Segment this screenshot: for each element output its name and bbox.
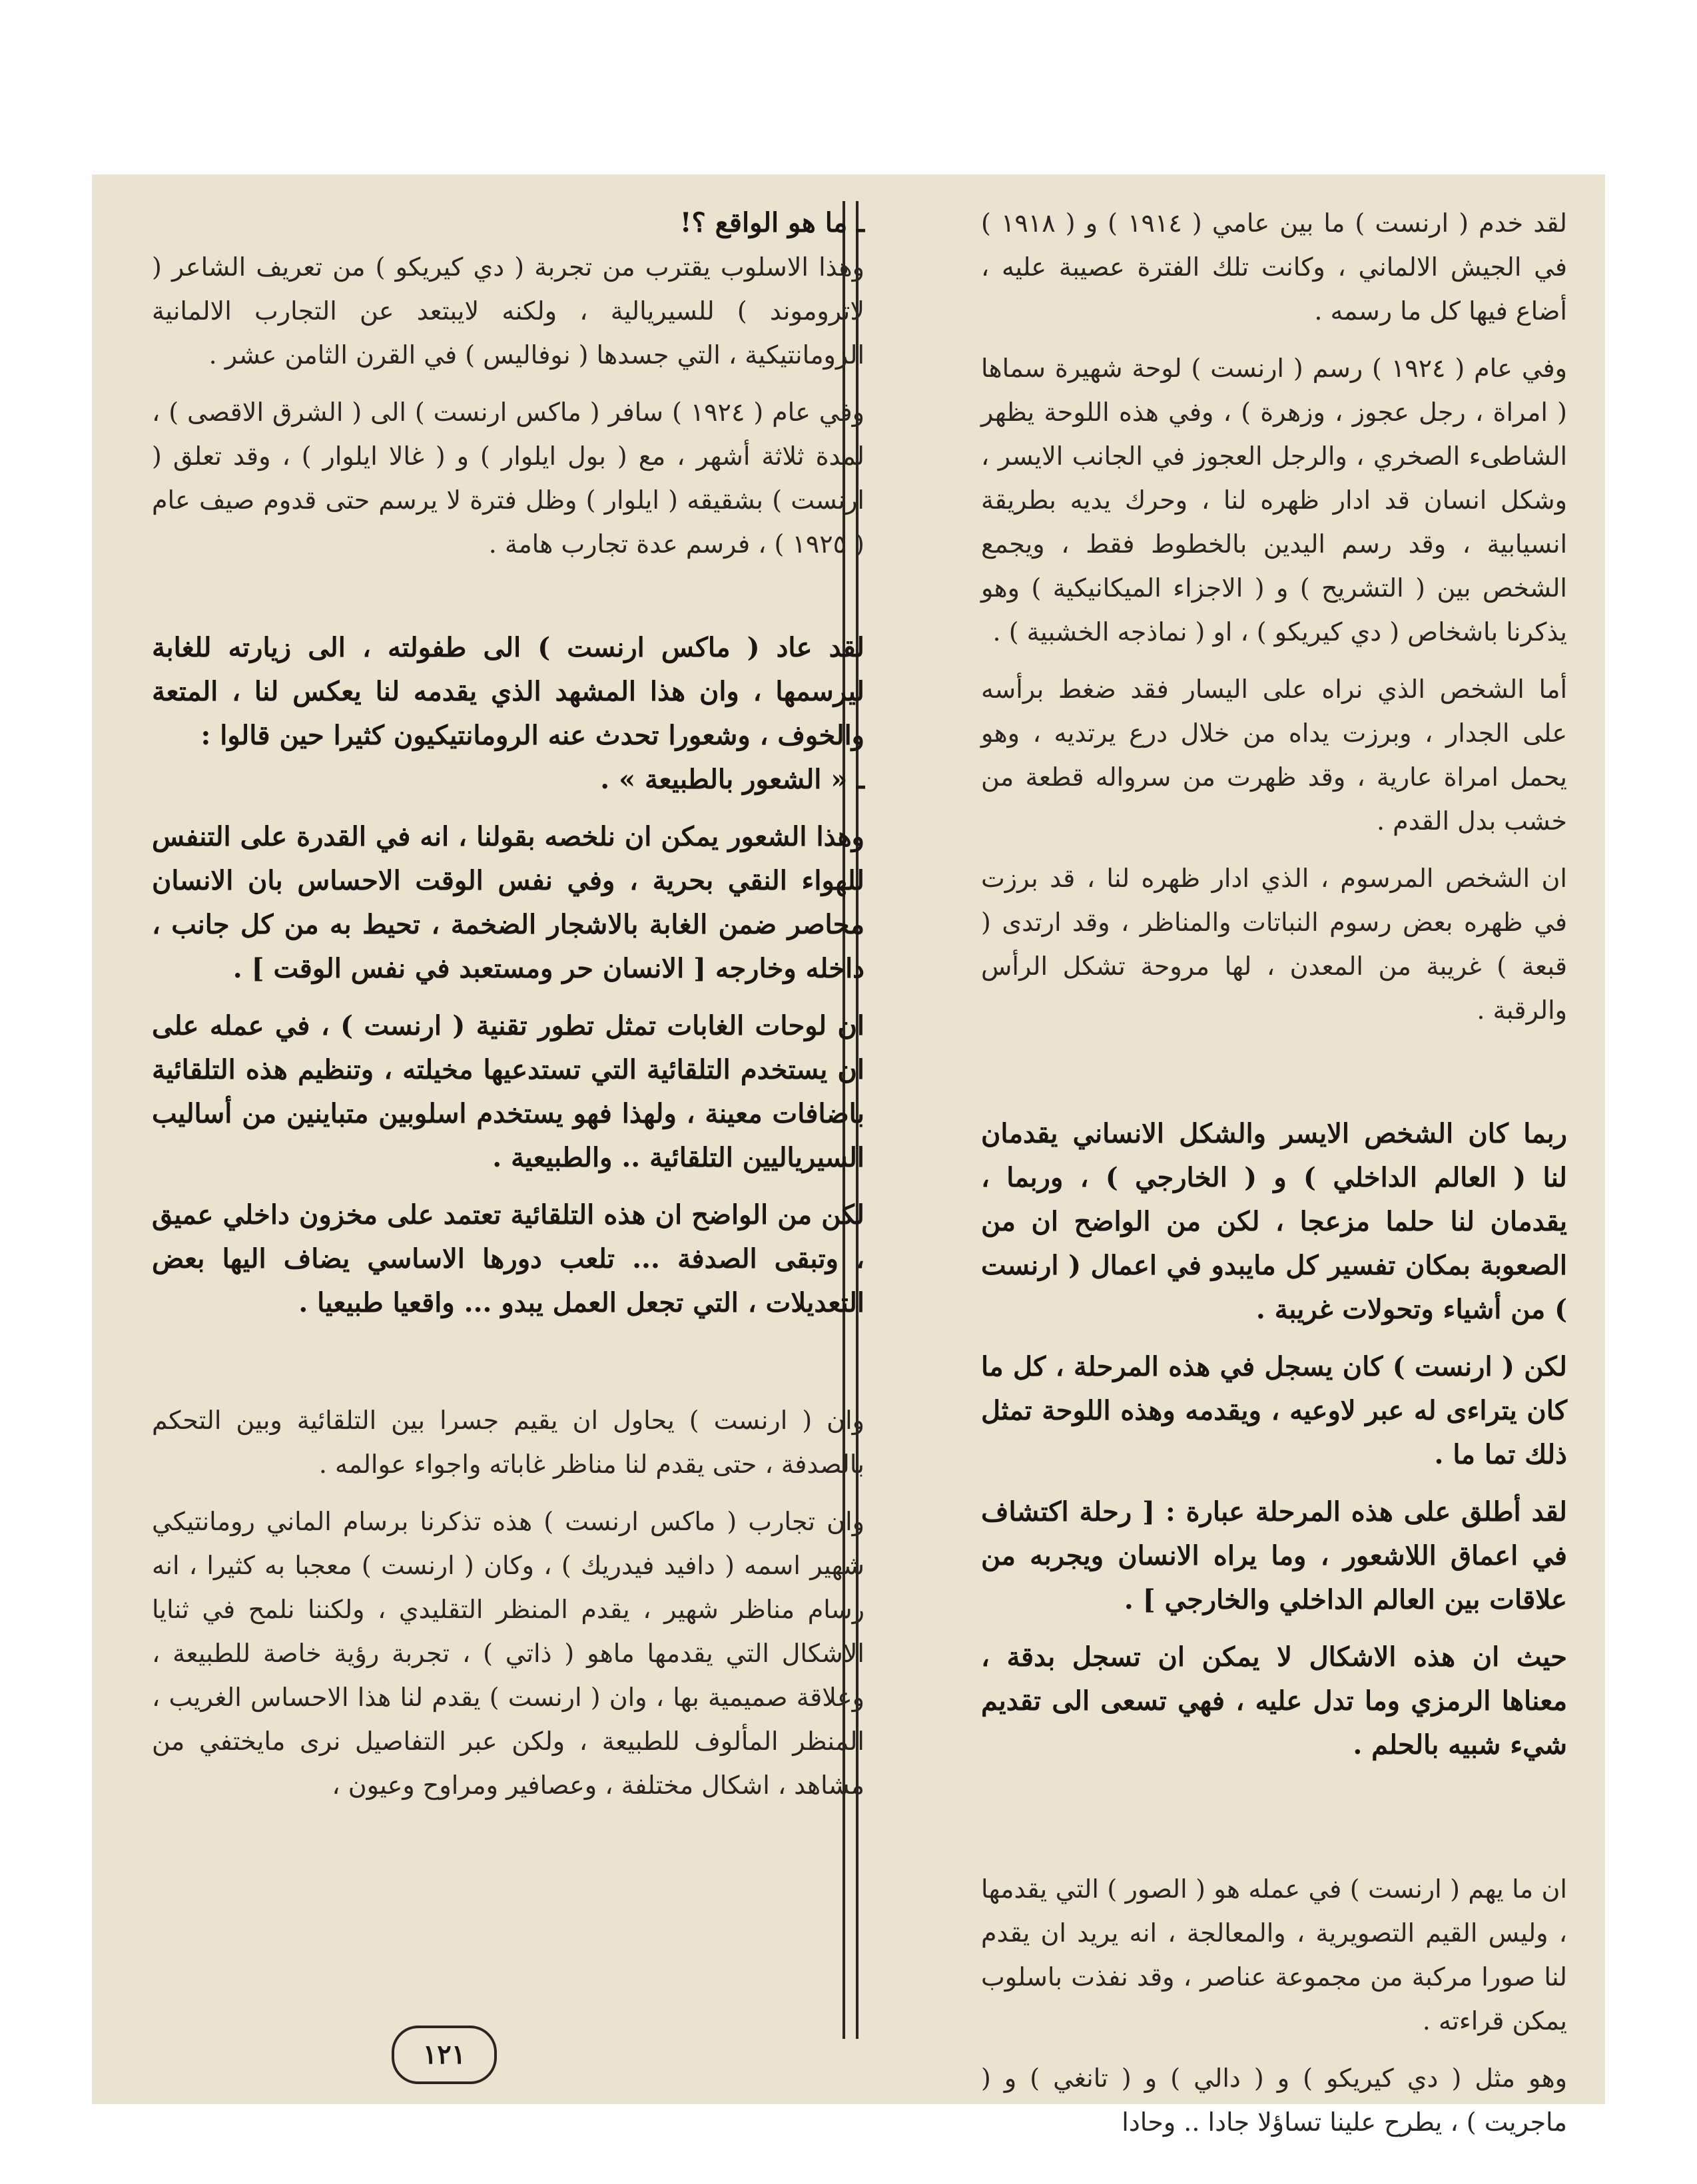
page-number: ١٢١	[392, 2026, 497, 2084]
bold-quote: ـ « الشعور بالطبيعة » .	[600, 764, 864, 795]
bold-paragraph: ربما كان الشخص الايسر والشكل الانساني يقدمان لنا ( العالم الداخلي ) و ( الخارجي ) ، وربما ، يقدمان لنا حلما مزعجا ، لكن من الواضح ان من الصعوبة بمكان تفسير كل مايبدو في اعمال ( ارنست ) من أشياء وتحولات غريبة .	[981, 1118, 1567, 1325]
bold-paragraph: لقد عاد ( ماكس ارنست ) الى طفولته ، الى زيارته للغابة ليرسمها ، وان هذا المشهد الذي يقدمه لنا يعكس لنا ، المتعة والخوف ، وشعورا تحدث عنه الرومانتيكيون كثيرا حين قالوا :	[152, 632, 864, 751]
paragraph: أما الشخص الذي نراه على اليسار فقد ضغط برأسه على الجدار ، وبرزت يداه من خلال درع يرتديه ، وهو يحمل امراة عارية ، وقد ظهرت من سرواله قطعة من خشب بدل القدم .	[981, 675, 1567, 836]
bold-paragraph: حيث ان هذه الاشكال لا يمكن ان تسجل بدقة ، معناها الرمزي وما تدل عليه ، فهي تسعى الى تقديم شيء شبيه بالحلم .	[981, 1641, 1567, 1761]
paragraph: وفي عام ( ١٩٢٤ ) رسم ( ارنست ) لوحة شهيرة سماها ( امراة ، رجل عجوز ، وزهرة ) ، وفي هذه اللوحة يظهر الشاطىء الصخري ، والرجل العجوز في الجانب الايسر ، وشكل انسان قد ادار ظهره لنا ، وحرك يديه بطريقة انسيابية ، وقد رسم اليدين بالخطوط فقط ، ويجمع الشخص بين ( التشريح ) و ( الاجزاء الميكانيكية ) وهو يذكرنا باشخاص ( دي كيريكو ) ، او ( نماذجه الخشبية ) .	[981, 354, 1568, 647]
bold-paragraph: وهذا الشعور يمكن ان نلخصه بقولنا ، انه في القدرة على التنفس للهواء النقي بحرية ، وفي نفس الوقت الاحساس بان الانسان محاصر ضمن الغابة بالاشجار الضخمة ، تحيط به من كل جانب ، داخله وخارجه [ الانسان حر ومستعبد في نفس الوقت ] .	[152, 821, 864, 984]
magazine-page	[92, 174, 1605, 2137]
bold-paragraph: ان لوحات الغابات تمثل تطور تقنية ( ارنست ) ، في عمله على ان يستخدم التلقائية التي تستدعيها مخيلته ، وتنظيم هذه التلقائية باضافات معينة ، ولهذا فهو يستخدم اسلوبين متباينين من أساليب السيرياليين التلقائية .. والطبيعية .	[152, 1010, 864, 1173]
paragraph: وفي عام ( ١٩٢٤ ) سافر ( ماكس ارنست ) الى ( الشرق الاقصى ) ، لمدة ثلاثة أشهر ، مع ( بول ايلوار ) و ( غالا ايلوار ) ، وقد تعلق ( ارنست ) بشقيقه ( ايلوار ) وظل فترة لا يرسم حتى قدوم صيف عام ( ١٩٢٥ ) ، فرسم عدة تجارب هامة .	[152, 398, 864, 559]
section-heading: ـ ما هو الواقع ؟!	[679, 207, 864, 238]
right-column	[981, 201, 1567, 2157]
paragraph: وهو مثل ( دي كيريكو ) و ( دالي ) و ( تانغي ) و ( ماجريت ) ، يطرح علينا تساؤلا جادا .. وحادا	[981, 2063, 1567, 2137]
bold-paragraph: لقد أطلق على هذه المرحلة عبارة : [ رحلة اكتشاف في اعماق اللاشعور ، وما يراه الانسان ويجربه من علاقات بين العالم الداخلي والخارجي ] .	[981, 1496, 1567, 1615]
bold-paragraph: لكن من الواضح ان هذه التلقائية تعتمد على مخزون داخلي عميق ، وتبقى الصدفة ... تلعب دورها الاساسي يضاف اليها بعض التعديلات ، التي تجعل العمل يبدو ... واقعيا طبيعيا .	[152, 1199, 864, 1318]
paragraph: وان ( ارنست ) يحاول ان يقيم جسرا بين التلقائية وبين التحكم بالصدفة ، حتى يقدم لنا مناظر غاباته واجواء عوالمه .	[152, 1406, 864, 1479]
bold-paragraph: لكن ( ارنست ) كان يسجل في هذه المرحلة ، كل ما كان يتراءى له عبر لاوعيه ، ويقدمه وهذه اللوحة تمثل ذلك تما ما .	[981, 1351, 1567, 1470]
paragraph: لقد خدم ( ارنست ) ما بين عامي ( ١٩١٤ ) و ( ١٩١٨ ) في الجيش الالماني ، وكانت تلك الفترة عصيبة عليه ، أضاع فيها كل ما رسمه .	[981, 208, 1568, 326]
paragraph: ان الشخص المرسوم ، الذي ادار ظهره لنا ، قد برزت في ظهره بعض رسوم النباتات والمناظر ، وقد ارتدى ( قبعة ) غريبة من المعدن ، لها مروحة تشكل الرأس والرقبة .	[981, 864, 1567, 1025]
paragraph: وان تجارب ( ماكس ارنست ) هذه تذكرنا برسام الماني رومانتيكي شهير اسمه ( دافيد فيدريك ) ، وكان ( ارنست ) معجبا به كثيرا ، انه رسام مناظر شهير ، يقدم المنظر التقليدي ، ولكننا نلمح في ثنايا الاشكال التي يقدمها ماهو ( ذاتي ) ، تجربة رؤية خاصة للطبيعة ، وعلاقة صميمية بها ، وان ( ارنست ) يقدم لنا هذا الاحساس الغريب ، المنظر المألوف للطبيعة ، ولكن عبر التفاصيل نرى مايختفي من مشاهد ، اشكال مختلفة ، وعصافير ومراوح وعيون ،	[152, 1507, 864, 1800]
paragraph: وهذا الاسلوب يقترب من تجربة ( دي كيريكو ) من تعريف الشاعر ( لاتروموند ) للسيريالية ، ولكنه لايبتعد عن التجارب الالمانية الرومانتيكية ، التي جسدها ( نوفاليس ) في القرن الثامن عشر .	[152, 252, 864, 370]
paragraph: ان ما يهم ( ارنست ) في عمله هو ( الصور ) التي يقدمها ، وليس القيم التصويرية ، والمعالجة ، انه يريد ان يقدم لنا صورا مركبة من مجموعة عناصر ، وقد نفذت باسلوب يمكن قراءته .	[981, 1874, 1567, 2036]
left-column	[152, 201, 864, 1820]
